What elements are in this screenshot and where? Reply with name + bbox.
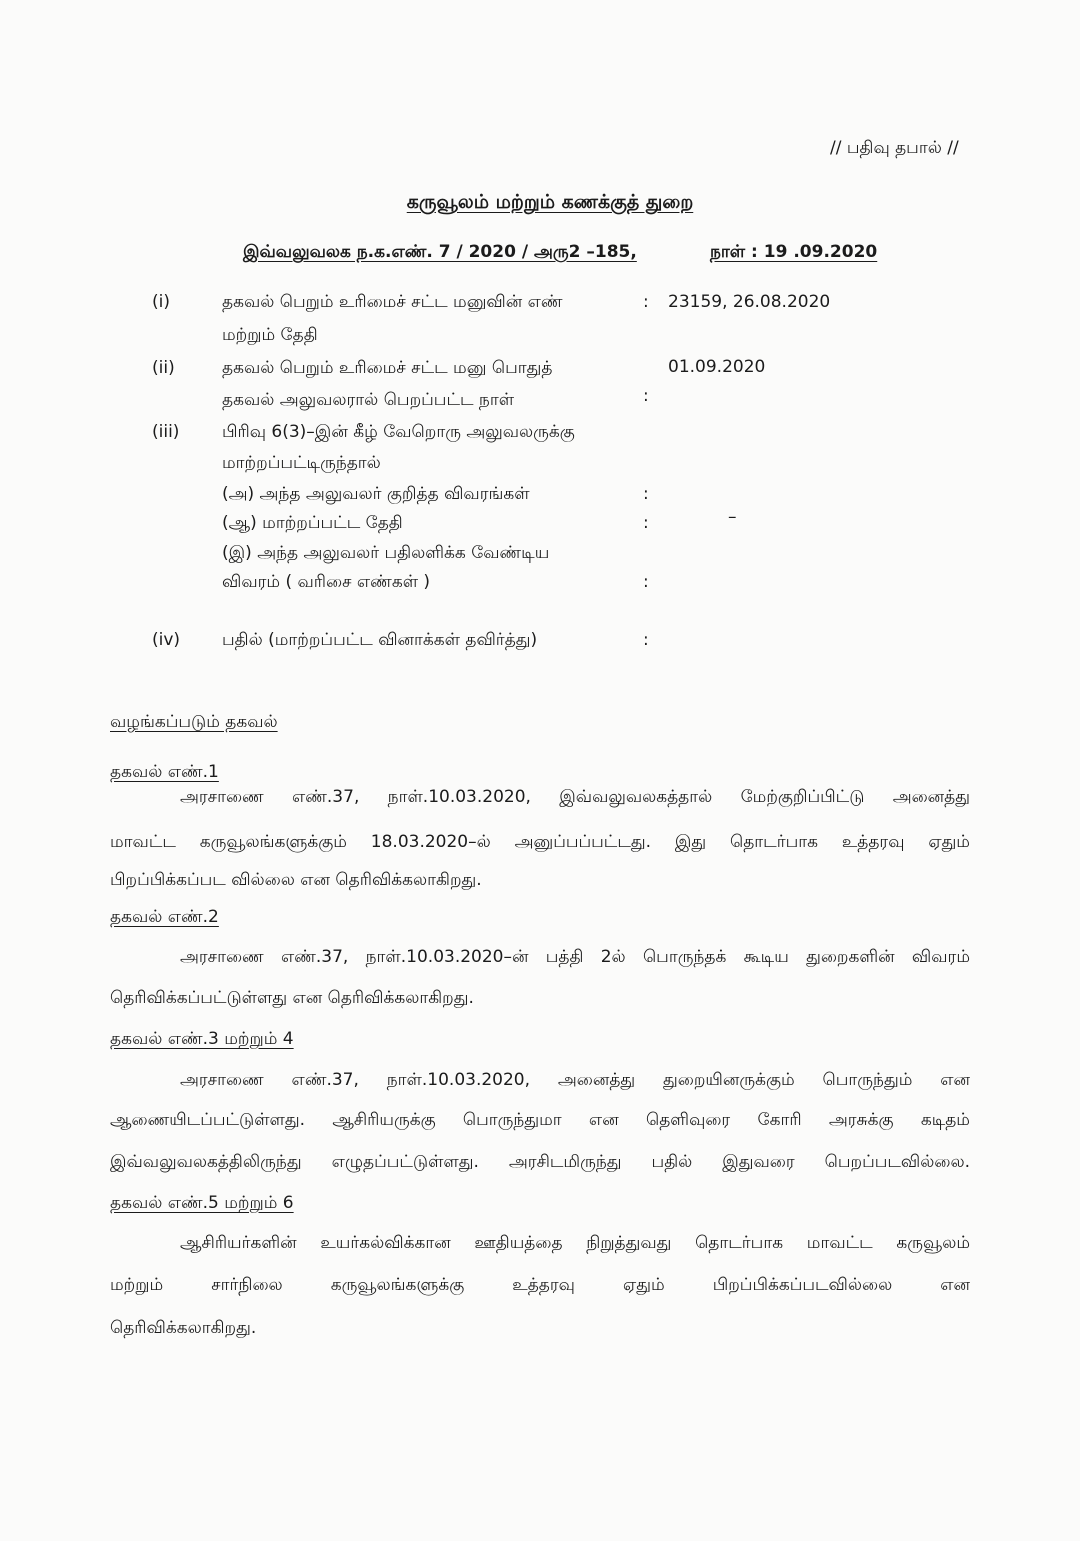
- item-2-number: (ii): [152, 358, 175, 378]
- registered-post-label: // பதிவு தபால் //: [830, 138, 959, 158]
- info-title: வழங்கப்படும் தகவல்: [110, 712, 278, 732]
- item-3-sub-c-label-line: (இ) அந்த அலுவலர் பதிலளிக்க வேண்டிய: [222, 543, 550, 563]
- item-3-label-line: மாற்றப்பட்டிருந்தால்: [222, 453, 381, 473]
- department-title: கருவூலம் மற்றும் கணக்குத் துறை: [406, 191, 694, 213]
- item-1-value: 23159, 26.08.2020: [668, 292, 831, 312]
- item-2-label-line: தகவல் அலுவலரால் பெறப்பட்ட நாள்: [222, 390, 515, 410]
- paragraph-line: ஆணையிடப்பட்டுள்ளது. ஆசிரியருக்கு பொருந்துமா என தெளிவுரை கோரி அரசுக்கு கடிதம்: [110, 1110, 970, 1130]
- paragraph-line: அரசாணை எண்.37, நாள்.10.03.2020, அனைத்து துறையினருக்கும் பொருந்தும் என: [180, 1070, 970, 1090]
- item-1-number: (i): [152, 292, 170, 312]
- item-2-label-line: தகவல் பெறும் உரிமைச் சட்ட மனு பொதுத்: [222, 358, 553, 378]
- item-4-separator: :: [643, 630, 649, 650]
- reference-number: இவ்வலுவலக ந.க.எண். 7 / 2020 / அரு2 –185,: [243, 242, 637, 262]
- item-3-sub-b-label: (ஆ) மாற்றப்பட்ட தேதி: [222, 513, 403, 533]
- item-4-label: பதில் (மாற்றப்பட்ட வினாக்கள் தவிர்த்து): [222, 630, 538, 650]
- paragraph-line: அரசாணை எண்.37, நாள்.10.03.2020, இவ்வலுவலகத்தால் மேற்குறிப்பிட்டு அனைத்து: [180, 787, 970, 807]
- paragraph-line: அரசாணை எண்.37, நாள்.10.03.2020–ன் பத்தி 2ல் பொருந்தக் கூடிய துறைகளின் விவரம்: [180, 947, 970, 967]
- item-3-sub-b-separator: :: [643, 513, 649, 533]
- paragraph-line: தெரிவிக்கலாகிறது.: [110, 1318, 257, 1338]
- item-2-value: 01.09.2020: [668, 357, 766, 377]
- item-1-separator: :: [643, 292, 649, 312]
- item-1-label-line: தகவல் பெறும் உரிமைச் சட்ட மனுவின் எண்: [222, 292, 563, 312]
- item-3-sub-a-label: (அ) அந்த அலுவலர் குறித்த விவரங்கள்: [222, 484, 530, 504]
- item-3-sub-a-separator: :: [643, 484, 649, 504]
- paragraph-line: தெரிவிக்கப்பட்டுள்ளது என தெரிவிக்கலாகிறது.: [110, 988, 474, 1008]
- info-heading-2: தகவல் எண்.2: [110, 907, 219, 927]
- item-3-sub-c-label-line: விவரம் ( வரிசை எண்கள் ): [222, 572, 431, 592]
- item-4-number: (iv): [152, 630, 181, 650]
- item-3-value: –: [728, 507, 737, 527]
- paragraph-line: ஆசிரியர்களின் உயர்கல்விக்கான ஊதியத்தை நிறுத்துவது தொடர்பாக மாவட்ட கருவூலம்: [180, 1233, 970, 1253]
- info-heading-3: தகவல் எண்.3 மற்றும் 4: [110, 1029, 294, 1049]
- document-date: நாள் : 19 .09.2020: [710, 242, 878, 262]
- paragraph-line: மற்றும் சார்நிலை கருவூலங்களுக்கு உத்தரவு ஏதும் பிறப்பிக்கப்படவில்லை என: [110, 1275, 970, 1295]
- item-3-number: (iii): [152, 422, 180, 442]
- info-heading-4: தகவல் எண்.5 மற்றும் 6: [110, 1193, 294, 1213]
- paragraph-line: பிறப்பிக்கப்பட வில்லை என தெரிவிக்கலாகிறது.: [110, 870, 482, 890]
- info-heading-1: தகவல் எண்.1: [110, 762, 219, 782]
- item-3-sub-c-separator: :: [643, 572, 649, 592]
- paragraph-line: மாவட்ட கருவூலங்களுக்கும் 18.03.2020–ல் அனுப்பப்பட்டது. இது தொடர்பாக உத்தரவு ஏதும்: [110, 832, 970, 852]
- item-1-label-line: மற்றும் தேதி: [222, 325, 318, 345]
- item-2-separator: :: [643, 386, 649, 406]
- item-3-label-line: பிரிவு 6(3)–இன் கீழ் வேறொரு அலுவலருக்கு: [222, 422, 575, 442]
- paragraph-line: இவ்வலுவலகத்திலிருந்து எழுதப்பட்டுள்ளது. அரசிடமிருந்து பதில் இதுவரை பெறப்படவில்லை.: [110, 1152, 970, 1172]
